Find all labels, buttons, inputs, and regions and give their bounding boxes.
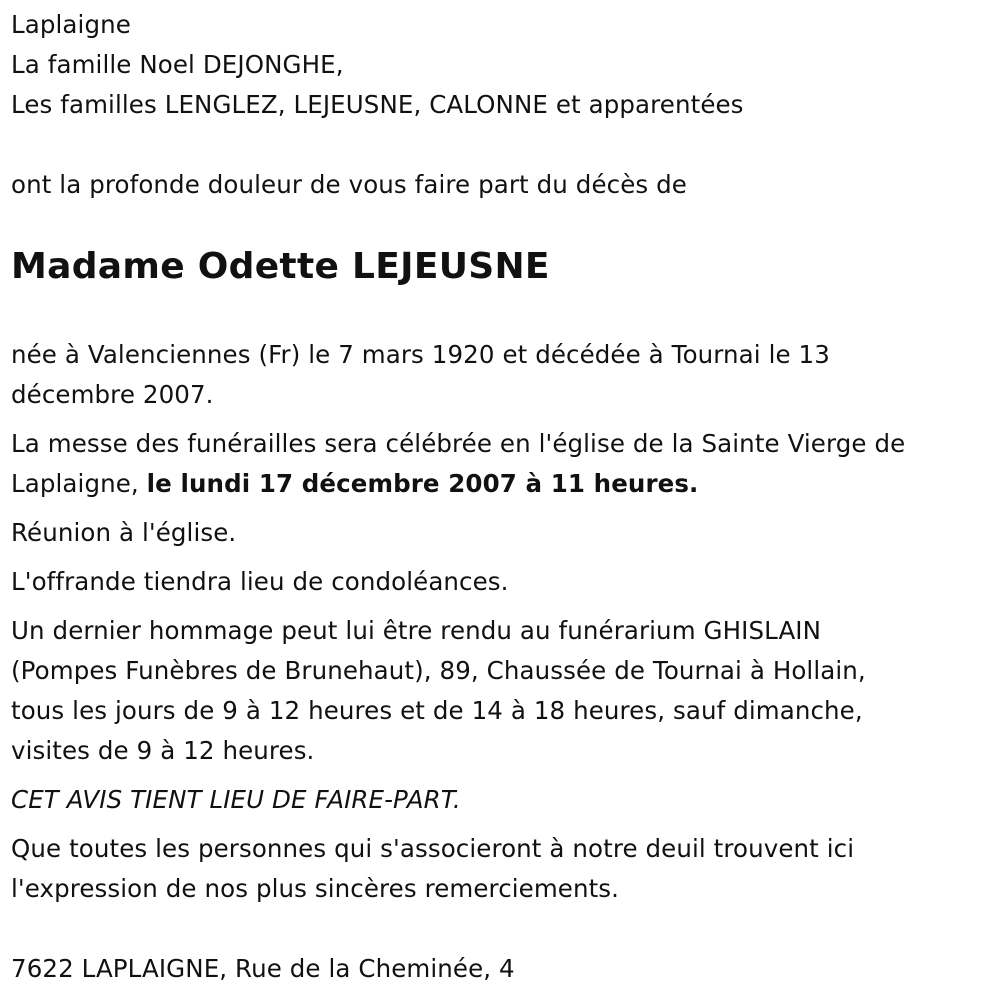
mass-datetime: le lundi 17 décembre 2007 à 11 heures. xyxy=(146,469,699,498)
family-address: 7622 LAPLAIGNE, Rue de la Cheminée, 4 xyxy=(11,954,515,983)
birth-death-line-2: décembre 2007. xyxy=(11,380,214,409)
thanks-line-2: l'expression de nos plus sincères remerciements. xyxy=(11,874,620,903)
mass-line-1: La messe des funérailles sera célébrée en l'église de la Sainte Vierge de xyxy=(11,429,906,458)
tribute-line-2: (Pompes Funèbres de Brunehaut), 89, Chaussée de Tournai à Hollain, xyxy=(11,656,866,685)
notice-statement: CET AVIS TIENT LIEU DE FAIRE-PART. xyxy=(11,785,461,814)
mass-location: Laplaigne, xyxy=(11,469,147,498)
families-line: Les familles LENGLEZ, LEJEUSNE, CALONNE et apparentées xyxy=(11,90,744,119)
intro-text: ont la profonde douleur de vous faire part du décès de xyxy=(11,170,687,199)
offering-text: L'offrande tiendra lieu de condoléances. xyxy=(11,567,509,596)
family-header xyxy=(11,0,1000,125)
birth-death-paragraph xyxy=(11,335,1000,415)
meeting-text: Réunion à l'église. xyxy=(11,518,237,547)
deceased-name: Madame Odette LEJEUSNE xyxy=(11,246,550,287)
tribute-line-4: visites de 9 à 12 heures. xyxy=(11,736,315,765)
tribute-line-1: Un dernier hommage peut lui être rendu au funérarium GHISLAIN xyxy=(11,616,822,645)
location-line: Laplaigne xyxy=(11,10,131,39)
family-line: La famille Noel DEJONGHE, xyxy=(11,50,344,79)
birth-death-line-1: née à Valenciennes (Fr) le 7 mars 1920 et décédée à Tournai le 13 xyxy=(11,340,830,369)
tribute-paragraph xyxy=(11,611,1000,771)
thanks-line-1: Que toutes les personnes qui s'associeront à notre deuil trouvent ici xyxy=(11,834,855,863)
thanks-paragraph xyxy=(11,829,1000,909)
mass-line-2 xyxy=(11,464,1000,504)
mass-paragraph xyxy=(11,424,1000,504)
tribute-line-3: tous les jours de 9 à 12 heures et de 14 à 18 heures, sauf dimanche, xyxy=(11,696,863,725)
